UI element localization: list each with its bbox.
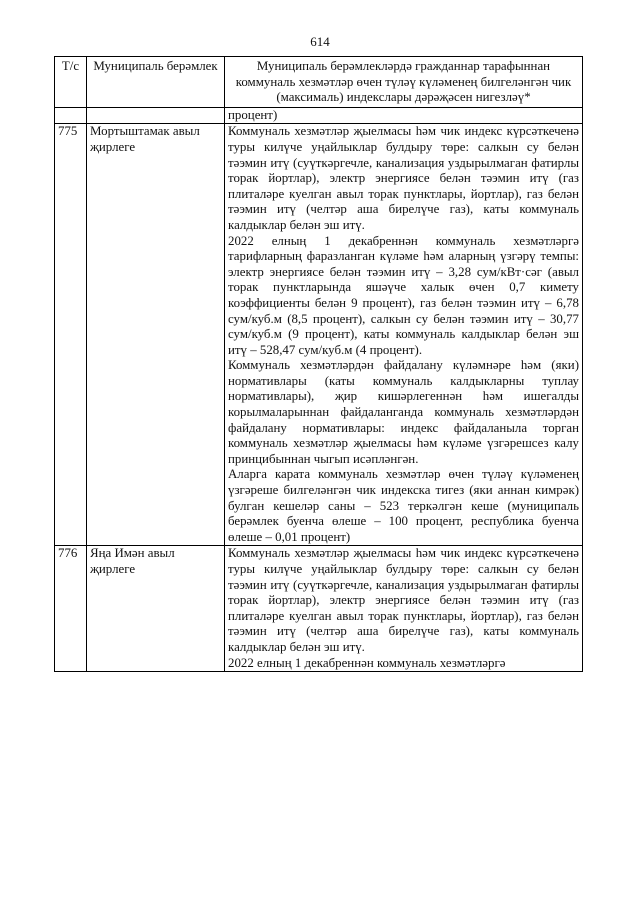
row-paragraph: 2022 елның 1 декабреннән коммуналь хезмәтләргә	[228, 655, 506, 670]
row-description	[225, 546, 583, 672]
table-row	[55, 546, 583, 672]
row-municipality: Мортыштамак авыл җирлеге	[87, 124, 225, 546]
table-header-row	[55, 57, 583, 108]
row-paragraph: Коммуналь хезмәтләрдән файдалану күләмнәре һәм (яки) нормативлары (каты коммуналь калдыкларны туплау нормативлары), җир кишәрлегеннән һәм ишегалды корылмаларыннан файдаланганда коммуналь хезмәтләрдән файдалану нормативлары: индекс файдаланыла торган коммуналь хезмәтләр җыелмасы һәм күләме үзгәрешсез калу принцибыннан чыгып исәпләнгән.	[228, 358, 579, 466]
page-number: 614	[310, 34, 330, 49]
index-table	[54, 56, 583, 672]
row-num: 776	[55, 546, 87, 672]
row-paragraph: Коммуналь хезмәтләр җыелмасы һәм чик индекс күрсәткеченә туры килүче уңайлыклар булдыру төре: салкын су белән тәэмин итү (суүткәргечле, канализация уздырылмаган фатирлы торак йортлар), электр энергиясе белән тәэмин итү (газ плиталәре куелган авыл торак пунктлары, йортлар), газ белән тәэмин итү (челтәр аша бирелүче газ), каты коммуналь калдыклар белән эш итү.	[228, 546, 579, 654]
row-paragraph: 2022 елның 1 декабреннән коммуналь хезмәтләргә тарифларның фаразланган күләме һәм аларның үзгәрү темпы: электр энергиясе белән тәэмин итү – 3,28 сум/кВт·сәг (авыл торак пунктларында яшәүче халык өчен 0,7 кимету коэффициенты белән 9 процент), газ белән тәэмин итү – 6,78 сум/куб.м (8,5 процент), салкын су белән тәэмин итү – 30,77 сум/куб.м (9 процент), каты коммуналь калдыклар белән эш итү – 528,47 сум/куб.м (4 процент).	[228, 233, 579, 357]
row-num: 775	[55, 124, 87, 546]
header-index: Муниципаль берәмлекләрдә гражданнар тарафыннан коммуналь хезмәтләр өчен түләү күләменең билгеләнгән чик (максималь) индекслары дәрәҗәсен нигезләү*	[225, 57, 583, 108]
header-municipality: Муниципаль берәмлек	[87, 57, 225, 108]
row-description	[225, 124, 583, 546]
continuation-row	[55, 107, 583, 124]
table-row	[55, 124, 583, 546]
header-num: Т/с	[55, 57, 87, 108]
row-municipality: Яңа Имән авыл җирлеге	[87, 546, 225, 672]
continuation-text: процент)	[225, 107, 583, 124]
row-paragraph: Коммуналь хезмәтләр җыелмасы һәм чик индекс күрсәткеченә туры килүче уңайлыклар булдыру төре: салкын су белән тәэмин итү (суүткәргечле, канализация уздырылмаган фатирлы торак йортлар), электр энергиясе белән тәэмин итү (газ плиталәре куелган авыл торак пунктлары, йортлар), газ белән тәэмин итү (челтәр аша бирелүче газ), каты коммуналь калдыклар белән эш итү.	[228, 124, 579, 232]
row-paragraph: Аларга карата коммуналь хезмәтләр өчен түләү күләменең үзгәреше билгеләнгән чик индекска тигез (яки аннан кимрәк) булган кешеләр саны – 523 теркәлгән кеше (муниципаль берәмлек буенча өлеше – 100 процент, республика буенча өлеше – 0,01 процент)	[228, 467, 579, 544]
